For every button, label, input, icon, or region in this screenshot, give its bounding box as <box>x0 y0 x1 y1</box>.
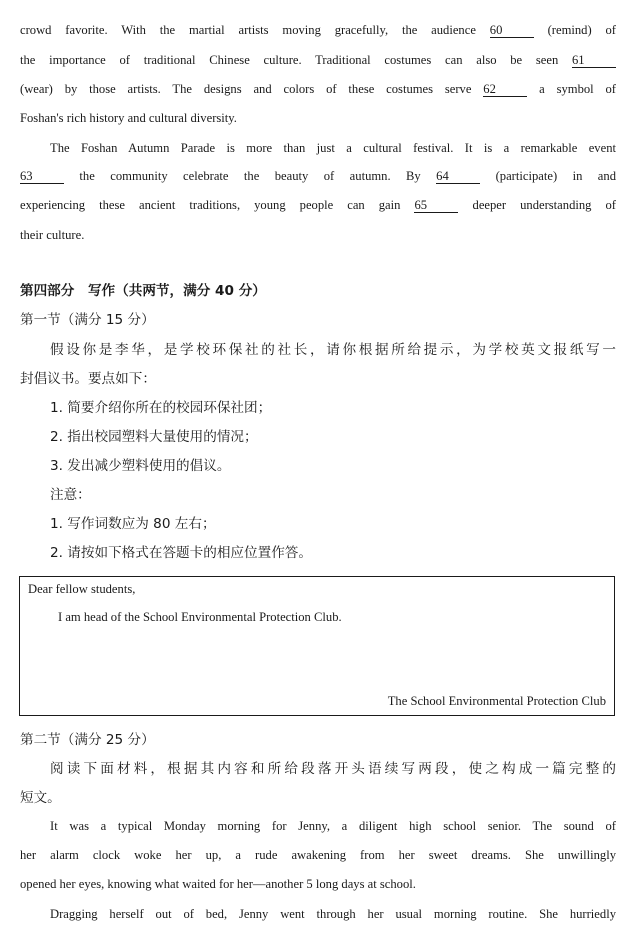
part4-heading: 第四部分 写作（共两节，满分 40 分） <box>20 283 266 299</box>
passage-line <box>20 197 616 213</box>
section2-heading: 第二节（满分 25 分） <box>20 732 155 748</box>
passage-text: (remind) of <box>533 23 616 37</box>
section2-prompt: 短文。 <box>20 790 61 806</box>
section1-heading: 第一节（满分 15 分） <box>20 312 155 328</box>
passage-line <box>20 22 616 38</box>
story-line: opened her eyes, knowing what waited for her—another 5 long days at school. <box>20 877 416 891</box>
blank-64: 64 <box>436 170 480 184</box>
passage-text: crowd favorite. With the martial artists moving gracefully, the audience <box>20 23 490 37</box>
note-item: 2. 请按如下格式在答题卡的相应位置作答。 <box>50 545 312 561</box>
passage-text: deeper understanding of <box>458 198 616 212</box>
point-item: 2. 指出校园塑料大量使用的情况； <box>50 429 258 445</box>
passage-text: the community celebrate the beauty of autumn. By <box>64 169 437 183</box>
passage-line <box>20 81 616 97</box>
passage-text: a symbol of <box>527 82 616 96</box>
note-label: 注意： <box>50 487 91 503</box>
passage-text: (wear) by those artists. The designs and colors of these costumes serve <box>20 82 484 96</box>
section1-prompt: 封倡议书。要点如下： <box>20 371 156 387</box>
passage-line <box>50 140 616 156</box>
passage-line <box>20 227 616 243</box>
story-line: It was a typical Monday morning for Jenny, a diligent high school senior. The sound of <box>50 819 616 833</box>
note-item: 1. 写作词数应为 80 左右； <box>50 516 216 532</box>
letter-salutation: Dear fellow students, <box>28 582 136 596</box>
letter-format-box <box>19 576 615 716</box>
passage-line <box>20 110 616 126</box>
section1-prompt: 假设你是李华，是学校环保社的社长，请你根据所给提示，为学校英文报纸写一 <box>50 342 616 358</box>
passage-text: the importance of traditional Chinese culture. Traditional costumes can also be seen <box>20 53 572 67</box>
section2-prompt: 阅读下面材料，根据其内容和所给段落开头语续写两段，使之构成一篇完整的 <box>50 761 616 777</box>
blank-63: 63 <box>20 170 64 184</box>
blank-65: 65 <box>414 199 458 213</box>
point-item: 1. 简要介绍你所在的校园环保社团； <box>50 400 272 416</box>
blank-62: 62 <box>483 83 527 97</box>
passage-line <box>20 52 616 68</box>
passage-text: Foshan's rich history and cultural diversity. <box>20 111 237 125</box>
passage-text: experiencing these ancient traditions, young people can gain <box>20 198 415 212</box>
story-line: her alarm clock woke her up, a rude awakening from her sweet dreams. She unwillingly <box>20 848 616 862</box>
blank-61: 61 <box>572 54 616 68</box>
passage-text: (participate) in and <box>480 169 616 183</box>
letter-opening: I am head of the School Environmental Protection Club. <box>58 610 342 624</box>
passage-text: their culture. <box>20 228 85 242</box>
letter-signature: The School Environmental Protection Club <box>387 694 606 708</box>
story-line: Dragging herself out of bed, Jenny went through her usual morning routine. She hurriedly <box>50 907 616 921</box>
passage-text: The Foshan Autumn Parade is more than just a cultural festival. It is a remarkable event <box>50 141 616 155</box>
point-item: 3. 发出减少塑料使用的倡议。 <box>50 458 231 474</box>
blank-60: 60 <box>490 24 534 38</box>
passage-line <box>20 168 616 184</box>
